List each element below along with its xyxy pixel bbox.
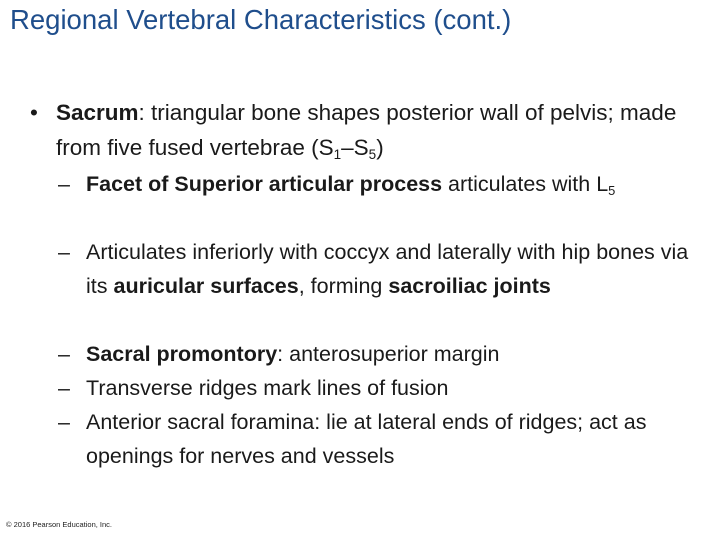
subscript-l5: 5 [608,183,616,198]
subscript-s1: 1 [333,147,342,162]
dash-marker: – [58,410,70,434]
copyright-footer: © 2016 Pearson Education, Inc. [6,520,113,529]
term-auricular-surfaces: auricular surfaces [113,274,299,298]
sub-bullet-promontory [58,337,708,371]
transverse-ridges-text: Transverse ridges mark lines of fusion [86,376,449,400]
dash-marker: – [58,240,70,264]
subscript-s5: 5 [368,147,377,162]
sub-bullet-facet [58,167,708,201]
term-sacroiliac-joints: sacroiliac joints [388,274,551,298]
main-bullet-text [56,95,710,165]
sub-bullet-anterior-foramina [58,405,708,473]
promontory-description: : anterosuperior margin [277,342,500,366]
term-sacrum: Sacrum [56,100,139,125]
facet-description: articulates with L [442,172,609,196]
dash-marker: – [58,376,70,400]
close-paren: ) [376,135,384,160]
articulates-text-b: , forming [298,274,389,298]
range-dash: –S [341,135,369,160]
main-bullet [30,95,710,165]
term-sacral-promontory: Sacral promontory [86,342,278,366]
articulates-text-a: Articulates inferiorly with coccyx and laterally with hip bones via its [86,240,689,298]
anterior-foramina-text: Anterior sacral foramina: lie at lateral ends of ridges; act as openings for nerves and vessels [86,410,647,468]
bullet-marker: • [30,100,38,125]
slide-title: Regional Vertebral Characteristics (cont.) [10,4,512,35]
dash-marker: – [58,342,70,366]
dash-marker: – [58,172,70,196]
sacrum-description: : triangular bone shapes posterior wall of pelvis; made from five fused vertebrae (S [56,100,677,160]
sub-bullet-transverse-ridges [58,371,708,405]
term-facet-superior-articular-process: Facet of Superior articular process [86,172,443,196]
sub-bullet-articulates [58,235,708,303]
